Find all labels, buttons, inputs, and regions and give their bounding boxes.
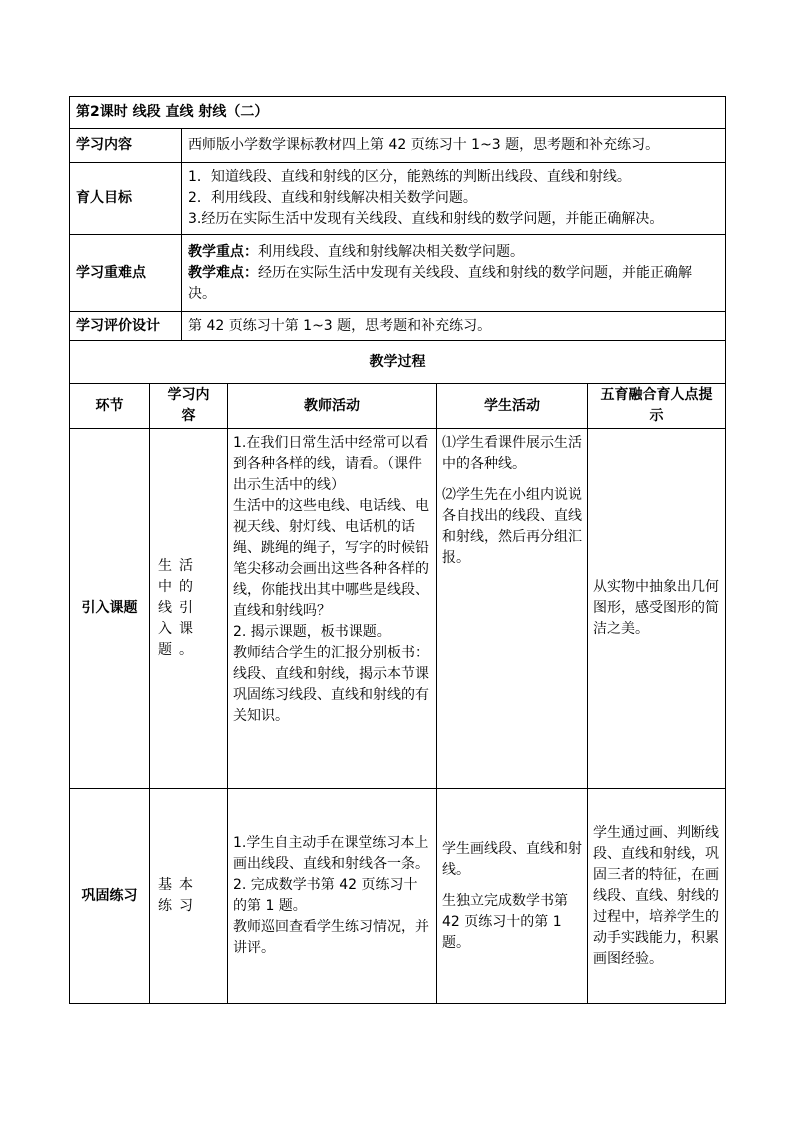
key-point-text: 利用线段、直线和射线解决相关数学问题。 (258, 243, 524, 260)
info-value-keypoints (182, 235, 726, 312)
evaluation-line: 第 42 页练习十第 1~3 题，思考题和补充练习。 (188, 317, 492, 334)
content-cell: 生活中的线引入课题。 (150, 429, 228, 789)
student-step: 生独立完成数学书第 42 页练习十的第 1 题。 (442, 892, 568, 951)
key-point-label: 教学重点： (188, 243, 258, 260)
info-value-goals (182, 163, 726, 235)
col-header-tip: 五育融合育人点提示 (588, 384, 726, 429)
teacher-step: 2. 完成数学书第 42 页练习十的第 1 题。 (233, 877, 418, 914)
teacher-cell (228, 429, 437, 789)
tip-cell: 从实物中抽象出几何图形，感受图形的简洁之美。 (588, 429, 726, 789)
teacher-step: 2. 揭示课题，板书课题。 (233, 624, 391, 640)
col-header-content: 学习内容 (150, 384, 228, 429)
teacher-step: 教师结合学生的汇报分别板书：线段、直线和射线，揭示本节课巩固练习线段、直线和射线的有关知识。 (233, 645, 429, 724)
teacher-step: 1.在我们日常生活中经常可以看到各种各样的线，请看。（课件出示生活中的线） (233, 435, 429, 493)
content-cell: 基本练习 (150, 789, 228, 1004)
lesson-title: 第2课时 线段 直线 射线（二） (76, 104, 269, 120)
table-row (70, 429, 726, 789)
goal-line-3: 3.经历在实际生活中发现有关线段、直线和射线的数学问题，并能正确解决。 (188, 211, 664, 227)
difficulty-line (188, 263, 719, 305)
info-label-keypoints: 学习重难点 (70, 235, 182, 312)
process-title: 教学过程 (70, 341, 726, 384)
info-value-content (182, 129, 726, 163)
goal-line-2: 2．利用线段、直线和射线解决相关数学问题。 (188, 190, 477, 206)
lesson-title-cell (70, 97, 726, 129)
key-point-line (188, 242, 719, 263)
info-content-line: 西师版小学数学课标教材四上第 42 页练习十 1~3 题，思考题和补充练习。 (188, 137, 660, 153)
student-cell (437, 429, 588, 789)
tip-cell: 学生通过画、判断线段、直线和射线，巩固三者的特征，在画线段、直线、射线的过程中，培养学生的动手实践能力，积累画图经验。 (588, 789, 726, 1004)
col-header-teacher: 教师活动 (228, 384, 437, 429)
teacher-step: 教师巡回查看学生练习情况，并讲评。 (233, 919, 429, 956)
goal-line-1: 1．知道线段、直线和射线的区分，能熟练的判断出线段、直线和射线。 (188, 169, 631, 185)
col-header-stage: 环节 (70, 384, 150, 429)
table-row (70, 789, 726, 1004)
stage-cell: 巩固练习 (70, 789, 150, 1004)
student-cell (437, 789, 588, 1004)
teacher-step: 1.学生自主动手在课堂练习本上画出线段、直线和射线各一条。 (233, 835, 429, 872)
info-label-content: 学习内容 (70, 129, 182, 163)
stage-cell: 引入课题 (70, 429, 150, 789)
info-value-evaluation (182, 312, 726, 341)
teacher-cell (228, 789, 437, 1004)
difficulty-label: 教学难点： (188, 264, 258, 281)
student-step: 学生画线段、直线和射线。 (442, 840, 582, 878)
student-step: ⑴学生看课件展示生活中的各种线。 (442, 435, 582, 472)
info-label-goals: 育人目标 (70, 163, 182, 235)
info-label-evaluation: 学习评价设计 (70, 312, 182, 341)
student-step: ⑵学生先在小组内说说各自找出的线段、直线和射线，然后再分组汇报。 (442, 487, 582, 566)
difficulty-text: 经历在实际生活中发现有关线段、直线和射线的数学问题，并能正确解决。 (188, 264, 692, 302)
lesson-plan-table (69, 96, 726, 1004)
teacher-step: 生活中的这些电线、电话线、电视天线、射灯线、电话机的话绳、跳绳的绳子，写字的时候铅笔尖移动会画出这些各种各样的线，你能找出其中哪些是线段、直线和射线吗？ (233, 498, 429, 619)
col-header-student: 学生活动 (437, 384, 588, 429)
